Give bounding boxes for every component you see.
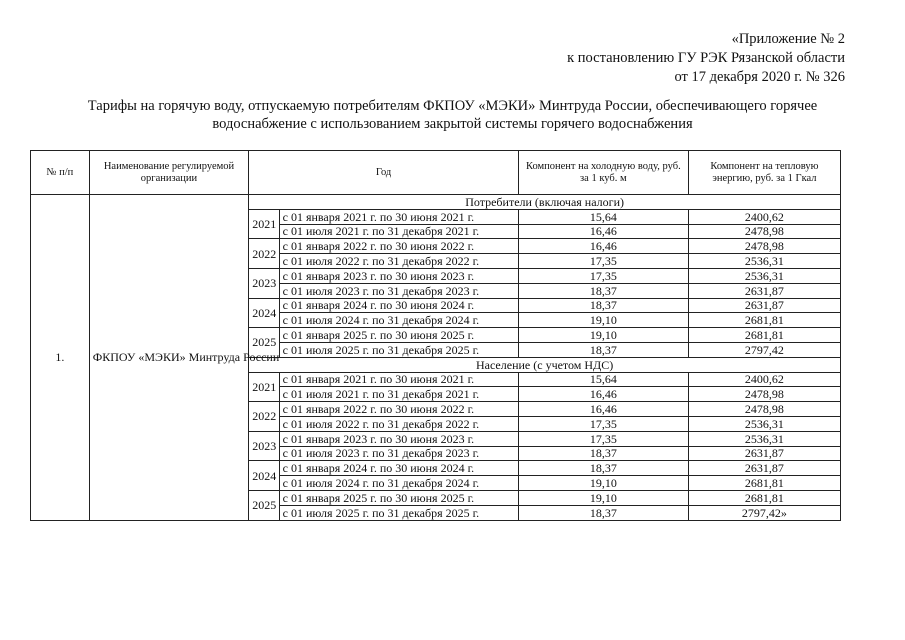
cold-water-cell: 17,35 <box>518 431 688 446</box>
section-title: Население (с учетом НДС) <box>249 357 841 372</box>
period-cell: с 01 июля 2025 г. по 31 декабря 2025 г. <box>279 505 518 520</box>
period-cell: с 01 января 2023 г. по 30 июня 2023 г. <box>279 431 518 446</box>
period-cell: с 01 июля 2024 г. по 31 декабря 2024 г. <box>279 476 518 491</box>
period-cell: с 01 января 2022 г. по 30 июня 2022 г. <box>279 239 518 254</box>
cold-water-cell: 15,64 <box>518 372 688 387</box>
heat-energy-cell: 2681,81 <box>688 490 840 505</box>
period-cell: с 01 января 2022 г. по 30 июня 2022 г. <box>279 402 518 417</box>
year-cell: 2023 <box>249 268 279 298</box>
heat-energy-cell: 2681,81 <box>688 313 840 328</box>
heat-energy-cell: 2536,31 <box>688 431 840 446</box>
cold-water-cell: 16,46 <box>518 402 688 417</box>
title-line-1: Тарифы на горячую воду, отпускаемую потребителям ФКПОУ «МЭКИ» Минтруда России, обеспечивающего горячее <box>87 98 818 114</box>
heat-energy-cell: 2631,87 <box>688 461 840 476</box>
cold-water-cell: 19,10 <box>518 490 688 505</box>
organization-name: ФКПОУ «МЭКИ» Минтруда России <box>89 195 248 521</box>
appendix-line-1: «Приложение № 2 <box>731 31 845 47</box>
period-cell: с 01 июля 2022 г. по 31 декабря 2022 г. <box>279 416 518 431</box>
cold-water-cell: 19,10 <box>518 313 688 328</box>
year-cell: 2021 <box>249 209 279 239</box>
period-cell: с 01 июля 2025 г. по 31 декабря 2025 г. <box>279 342 518 357</box>
period-cell: с 01 января 2025 г. по 30 июня 2025 г. <box>279 328 518 343</box>
heat-energy-cell: 2400,62 <box>688 209 840 224</box>
appendix-header <box>567 30 845 87</box>
document-title <box>40 97 865 133</box>
header-org: Наименование регулируемой организации <box>89 151 248 195</box>
appendix-line-3: от 17 декабря 2020 г. № 326 <box>674 69 845 85</box>
period-cell: с 01 июля 2021 г. по 31 декабря 2021 г. <box>279 387 518 402</box>
cold-water-cell: 17,35 <box>518 254 688 269</box>
cold-water-cell: 16,46 <box>518 239 688 254</box>
cold-water-cell: 16,46 <box>518 387 688 402</box>
heat-energy-cell: 2478,98 <box>688 402 840 417</box>
heat-energy-cell: 2797,42» <box>688 505 840 520</box>
period-cell: с 01 июля 2023 г. по 31 декабря 2023 г. <box>279 283 518 298</box>
row-number: 1. <box>31 195 90 521</box>
cold-water-cell: 15,64 <box>518 209 688 224</box>
period-cell: с 01 января 2023 г. по 30 июня 2023 г. <box>279 268 518 283</box>
period-cell: с 01 июля 2024 г. по 31 декабря 2024 г. <box>279 313 518 328</box>
heat-energy-cell: 2400,62 <box>688 372 840 387</box>
year-cell: 2023 <box>249 431 279 461</box>
year-cell: 2022 <box>249 402 279 432</box>
header-year: Год <box>249 151 519 195</box>
cold-water-cell: 18,37 <box>518 283 688 298</box>
section-row <box>31 195 841 210</box>
heat-energy-cell: 2478,98 <box>688 387 840 402</box>
cold-water-cell: 18,37 <box>518 505 688 520</box>
heat-energy-cell: 2478,98 <box>688 239 840 254</box>
cold-water-cell: 18,37 <box>518 446 688 461</box>
header-num: № п/п <box>31 151 90 195</box>
table-header <box>31 151 841 195</box>
cold-water-cell: 18,37 <box>518 342 688 357</box>
table-body <box>31 195 841 521</box>
appendix-line-2: к постановлению ГУ РЭК Рязанской области <box>567 50 845 66</box>
heat-energy-cell: 2631,87 <box>688 283 840 298</box>
header-heat: Компонент на тепловую энергию, руб. за 1 Гкал <box>688 151 840 195</box>
period-cell: с 01 января 2024 г. по 30 июня 2024 г. <box>279 298 518 313</box>
year-cell: 2021 <box>249 372 279 402</box>
cold-water-cell: 17,35 <box>518 416 688 431</box>
cold-water-cell: 16,46 <box>518 224 688 239</box>
period-cell: с 01 января 2024 г. по 30 июня 2024 г. <box>279 461 518 476</box>
header-cold: Компонент на холодную воду, руб. за 1 куб. м <box>518 151 688 195</box>
heat-energy-cell: 2536,31 <box>688 268 840 283</box>
cold-water-cell: 17,35 <box>518 268 688 283</box>
title-line-2: водоснабжение с использованием закрытой системы горячего водоснабжения <box>212 116 693 132</box>
period-cell: с 01 июля 2022 г. по 31 декабря 2022 г. <box>279 254 518 269</box>
heat-energy-cell: 2797,42 <box>688 342 840 357</box>
cold-water-cell: 18,37 <box>518 461 688 476</box>
period-cell: с 01 июля 2023 г. по 31 декабря 2023 г. <box>279 446 518 461</box>
year-cell: 2024 <box>249 461 279 491</box>
tariff-table <box>30 150 841 521</box>
cold-water-cell: 19,10 <box>518 328 688 343</box>
section-title: Потребители (включая налоги) <box>249 195 841 210</box>
year-cell: 2022 <box>249 239 279 269</box>
year-cell: 2025 <box>249 490 279 520</box>
heat-energy-cell: 2536,31 <box>688 254 840 269</box>
heat-energy-cell: 2478,98 <box>688 224 840 239</box>
cold-water-cell: 19,10 <box>518 476 688 491</box>
period-cell: с 01 января 2021 г. по 30 июня 2021 г. <box>279 209 518 224</box>
heat-energy-cell: 2631,87 <box>688 446 840 461</box>
year-cell: 2025 <box>249 328 279 358</box>
heat-energy-cell: 2631,87 <box>688 298 840 313</box>
period-cell: с 01 января 2025 г. по 30 июня 2025 г. <box>279 490 518 505</box>
heat-energy-cell: 2681,81 <box>688 476 840 491</box>
period-cell: с 01 января 2021 г. по 30 июня 2021 г. <box>279 372 518 387</box>
period-cell: с 01 июля 2021 г. по 31 декабря 2021 г. <box>279 224 518 239</box>
year-cell: 2024 <box>249 298 279 328</box>
heat-energy-cell: 2536,31 <box>688 416 840 431</box>
cold-water-cell: 18,37 <box>518 298 688 313</box>
heat-energy-cell: 2681,81 <box>688 328 840 343</box>
